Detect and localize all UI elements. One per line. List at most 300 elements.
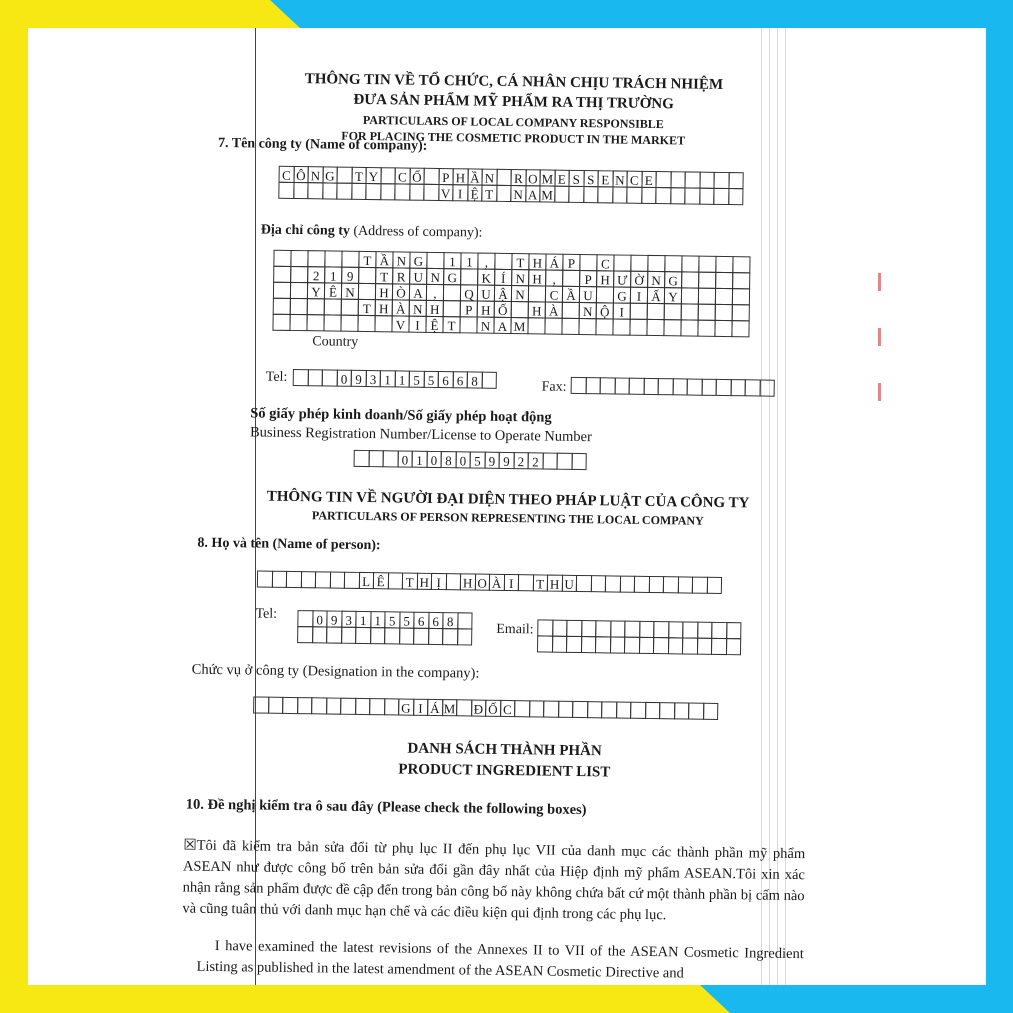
form-char-cell xyxy=(759,379,775,396)
form-char-cell: Ệ xyxy=(467,184,483,201)
form-char-cell: Ê xyxy=(324,282,342,299)
form-char-cell: Ê xyxy=(373,572,389,589)
form-char-cell: C xyxy=(500,700,516,717)
form-char-cell xyxy=(571,377,587,394)
form-char-cell xyxy=(653,637,669,654)
form-char-cell: Y xyxy=(307,282,325,299)
form-char-cell xyxy=(358,283,376,300)
form-char-cell xyxy=(616,702,632,719)
form-char-cell: Ố xyxy=(494,301,512,318)
form-char-cell xyxy=(609,636,625,653)
form-char-cell xyxy=(670,171,686,188)
company-fax-label: Fax: xyxy=(541,379,567,395)
form-char-cell: 6 xyxy=(452,371,468,388)
form-char-cell xyxy=(341,251,359,268)
form-char-cell xyxy=(307,250,325,267)
form-char-cell: Ị xyxy=(431,573,447,590)
form-char-cell: 3 xyxy=(365,370,381,387)
form-char-cell: 1 xyxy=(394,370,410,387)
form-char-cell xyxy=(387,572,403,589)
form-char-cell: N xyxy=(647,271,665,288)
form-char-cell: Y xyxy=(366,167,382,184)
person-tel-cells-2 xyxy=(298,627,472,645)
form-char-cell: Ờ xyxy=(630,271,648,288)
form-char-cell xyxy=(273,298,291,315)
form-char-cell xyxy=(682,621,698,638)
form-char-cell xyxy=(745,379,761,396)
form-char-cell: T xyxy=(442,316,460,333)
form-char-cell: U xyxy=(409,268,427,285)
person-name-grid xyxy=(258,572,722,594)
form-char-cell xyxy=(537,619,553,636)
license-label-vn: Số giấy phép kinh doanh/Số giấy phép hoạt động xyxy=(250,405,552,426)
form-char-cell xyxy=(323,314,341,331)
form-char-cell xyxy=(460,268,478,285)
person-tel-label: Tel: xyxy=(255,606,278,622)
form-char-cell: , xyxy=(426,284,444,301)
country-label: Country xyxy=(310,334,360,351)
form-char-cell xyxy=(580,636,596,653)
form-char-cell xyxy=(496,185,512,202)
form-char-cell: 1 xyxy=(412,451,428,468)
form-char-cell xyxy=(551,636,567,653)
form-char-cell: 1 xyxy=(460,252,478,269)
form-char-cell xyxy=(494,253,512,270)
form-char-cell xyxy=(641,187,657,204)
address-label-vn: Địa chỉ công ty xyxy=(260,222,351,239)
form-char-cell xyxy=(680,319,698,336)
form-char-cell xyxy=(688,703,704,720)
checked-box-icon[interactable]: ☒ xyxy=(183,837,197,854)
form-char-cell: T xyxy=(358,299,376,316)
form-char-cell: N xyxy=(426,268,444,285)
form-char-cell xyxy=(307,298,325,315)
form-char-cell: H xyxy=(375,283,393,300)
form-char-cell xyxy=(456,699,472,716)
ingredients-title-vn: DANH SÁCH THÀNH PHẦN xyxy=(407,740,602,760)
form-char-cell xyxy=(713,188,729,205)
form-char-cell xyxy=(326,697,342,714)
form-char-cell: H xyxy=(416,573,432,590)
declaration-en: I have examined the latest revisions of the Annexes II to VII of the ASEAN Cosmetic Ingredient Listing as published in the latest amendment of the ASEAN Cosmetic Directive and xyxy=(196,937,804,982)
form-char-cell xyxy=(311,697,327,714)
form-char-cell xyxy=(282,697,298,714)
form-char-cell xyxy=(630,702,646,719)
form-char-cell: 6 xyxy=(428,612,444,629)
form-char-cell: E xyxy=(641,171,657,188)
license-cells xyxy=(355,451,587,470)
form-char-cell: 2 xyxy=(528,452,544,469)
form-char-cell xyxy=(370,627,386,644)
form-char-cell xyxy=(529,700,545,717)
form-char-cell xyxy=(674,702,690,719)
form-char-cell: N xyxy=(481,169,497,186)
form-char-cell: 0 xyxy=(336,370,352,387)
section10-label: 10. Đề nghị kiểm tra ô sau đây (Please check the following boxes) xyxy=(185,796,587,819)
section8-title-en: PARTICULARS OF PERSON REPRESENTING THE LOCAL COMPANY xyxy=(311,508,704,528)
declaration-vn-text: Tôi đã kiểm tra bản sửa đổi từ phụ lục II đến phụ lục VII của danh mục các thành phần mỹ phẩm ASEAN như được công bố trên bản sửa đổi gần đây nhất của Hiệp định mỹ phẩm ASEAN.Tôi xin xác nhận rằng sản phẩm được đề cập đến trong bản công bố này không chứa bất cứ một thành phần bị cấm nào và cũng tuân thủ với danh mục hạn chế và các điều kiện qui định trong các phụ lục. xyxy=(182,837,806,924)
form-char-cell: 9 xyxy=(484,452,500,469)
form-char-cell: T xyxy=(532,574,548,591)
form-char-cell xyxy=(459,316,477,333)
form-char-cell: 0 xyxy=(397,450,413,467)
form-char-cell: H xyxy=(528,253,546,270)
form-char-cell xyxy=(701,379,717,396)
form-char-cell xyxy=(663,576,679,593)
form-char-cell: Ư xyxy=(613,270,631,287)
form-char-cell xyxy=(562,302,580,319)
form-content xyxy=(28,28,986,985)
form-char-cell xyxy=(681,303,699,320)
company-fax-cells xyxy=(572,378,775,397)
form-char-cell: 1 xyxy=(324,266,342,283)
form-char-cell xyxy=(699,172,715,189)
form-char-cell xyxy=(638,637,654,654)
header-title-vn-2: ĐƯA SẢN PHẨM MỸ PHẨM RA THỊ TRƯỜNG xyxy=(353,91,674,113)
section8-title-vn: THÔNG TIN VỀ NGƯỜI ĐẠI DIỆN THEO PHÁP LUẬT CỦA CÔNG TY xyxy=(266,488,750,512)
form-char-cell: O xyxy=(474,574,490,591)
ingredients-title-en: PRODUCT INGREDIENT LIST xyxy=(398,761,611,781)
form-char-cell xyxy=(511,301,529,318)
person-email-label: Email: xyxy=(496,621,534,638)
person-email-cells-2 xyxy=(538,636,741,655)
form-char-cell xyxy=(581,620,597,637)
form-char-cell xyxy=(544,317,562,334)
form-char-cell: K xyxy=(477,269,495,286)
form-char-cell: Ổ xyxy=(409,168,425,185)
form-char-cell xyxy=(566,620,582,637)
form-char-cell: Q xyxy=(460,284,478,301)
form-char-cell xyxy=(646,319,664,336)
form-char-cell: 9 xyxy=(341,267,359,284)
form-char-cell: I xyxy=(503,574,519,591)
form-char-cell xyxy=(596,286,614,303)
form-char-cell xyxy=(290,266,308,283)
form-char-cell xyxy=(698,288,716,305)
form-char-cell: Đ xyxy=(471,699,487,716)
form-char-cell: N xyxy=(510,185,526,202)
header-title-en-1: PARTICULARS OF LOCAL COMPANY RESPONSIBLE xyxy=(362,112,664,132)
form-char-cell: G xyxy=(322,166,338,183)
form-char-cell xyxy=(732,256,750,273)
form-char-cell xyxy=(374,315,392,332)
form-char-cell: 1 xyxy=(355,611,371,628)
form-char-cell: Ấ xyxy=(647,287,665,304)
form-char-cell: N xyxy=(511,285,529,302)
address-label xyxy=(261,223,483,242)
form-char-cell: E xyxy=(597,170,613,187)
form-char-cell xyxy=(423,184,439,201)
form-char-cell xyxy=(337,167,353,184)
section7-label: 7. Tên công ty (Name of company): xyxy=(217,135,428,154)
form-char-cell: P xyxy=(460,300,478,317)
form-char-cell xyxy=(293,369,309,386)
form-char-cell: N xyxy=(409,300,427,317)
form-char-cell xyxy=(643,378,659,395)
form-char-cell xyxy=(561,318,579,335)
form-char-cell xyxy=(698,272,716,289)
form-char-cell xyxy=(286,571,302,588)
form-char-cell xyxy=(645,702,661,719)
form-char-cell xyxy=(711,622,727,639)
license-label-en: Business Registration Number/License to Operate Number xyxy=(249,424,592,446)
form-char-cell xyxy=(714,320,732,337)
form-char-cell: G xyxy=(398,698,414,715)
form-char-cell: 2 xyxy=(513,452,529,469)
form-char-cell xyxy=(409,184,425,201)
form-char-cell xyxy=(253,696,269,713)
form-char-cell: H xyxy=(477,301,495,318)
form-char-cell: H xyxy=(596,270,614,287)
form-char-cell xyxy=(542,452,558,469)
form-char-cell xyxy=(667,637,683,654)
designation-grid xyxy=(254,697,718,719)
form-char-cell xyxy=(358,267,376,284)
form-char-cell: 9 xyxy=(351,370,367,387)
form-char-cell: 6 xyxy=(438,371,454,388)
form-char-cell xyxy=(595,318,613,335)
form-char-cell xyxy=(600,377,616,394)
form-char-cell xyxy=(426,252,444,269)
form-char-cell: N xyxy=(392,251,410,268)
document-page xyxy=(28,28,986,985)
form-char-cell: N xyxy=(308,166,324,183)
form-char-cell: N xyxy=(612,170,628,187)
form-char-cell xyxy=(647,303,665,320)
form-char-cell xyxy=(340,698,356,715)
form-char-cell xyxy=(629,319,647,336)
form-char-cell xyxy=(384,627,400,644)
form-char-cell xyxy=(558,701,574,718)
form-char-cell: H xyxy=(453,168,469,185)
company-tel-label: Tel: xyxy=(265,369,288,385)
form-char-cell xyxy=(278,182,294,199)
form-char-cell xyxy=(457,612,473,629)
form-char-cell xyxy=(713,172,729,189)
form-char-cell: 1 xyxy=(380,370,396,387)
header-title-en-2: FOR PLACING THE COSMETIC PRODUCT IN THE MARKET xyxy=(341,128,686,148)
form-char-cell xyxy=(677,576,693,593)
form-char-cell xyxy=(655,187,671,204)
form-char-cell xyxy=(699,188,715,205)
license-grid xyxy=(355,451,587,470)
form-char-cell: I xyxy=(408,316,426,333)
company-tel-grid xyxy=(294,370,497,389)
form-char-cell xyxy=(369,698,385,715)
form-char-cell xyxy=(730,379,746,396)
form-char-cell: Ô xyxy=(293,166,309,183)
form-char-cell xyxy=(297,626,313,643)
form-char-cell: , xyxy=(545,269,563,286)
form-char-cell xyxy=(732,304,750,321)
form-char-cell: I xyxy=(613,302,631,319)
address-grid xyxy=(273,251,750,338)
form-char-cell xyxy=(715,288,733,305)
form-char-cell: À xyxy=(392,299,410,316)
form-char-cell: 9 xyxy=(499,452,515,469)
form-char-cell: T xyxy=(375,267,393,284)
form-char-cell xyxy=(443,284,461,301)
form-char-cell xyxy=(648,576,664,593)
form-char-cell xyxy=(341,299,359,316)
form-char-cell xyxy=(715,304,733,321)
form-char-cell: O xyxy=(525,169,541,186)
form-char-cell: E xyxy=(554,170,570,187)
form-char-cell xyxy=(610,620,626,637)
form-char-cell: U xyxy=(561,575,577,592)
form-char-cell: U xyxy=(579,286,597,303)
header-title-vn-1: THÔNG TIN VỀ TỔ CHỨC, CÁ NHÂN CHỊU TRÁCH NHIỆM xyxy=(304,71,724,93)
form-char-cell: Ầ xyxy=(375,251,393,268)
form-char-cell xyxy=(300,571,316,588)
form-char-cell: 5 xyxy=(409,371,425,388)
form-char-cell xyxy=(595,620,611,637)
form-char-cell: N xyxy=(476,317,494,334)
form-char-cell: H xyxy=(375,299,393,316)
form-char-cell: I xyxy=(413,699,429,716)
form-char-cell: C xyxy=(596,254,614,271)
form-char-cell xyxy=(290,282,308,299)
form-char-cell xyxy=(527,317,545,334)
form-char-cell xyxy=(725,638,741,655)
form-char-cell xyxy=(692,577,708,594)
form-char-cell: P xyxy=(579,270,597,287)
form-char-cell xyxy=(272,314,290,331)
form-char-cell xyxy=(399,627,415,644)
form-char-cell: 5 xyxy=(470,451,486,468)
form-char-cell xyxy=(312,626,328,643)
form-char-cell xyxy=(322,182,338,199)
form-char-cell: Í xyxy=(494,269,512,286)
form-char-cell xyxy=(711,638,727,655)
form-char-cell xyxy=(579,254,597,271)
form-char-cell: Ầ xyxy=(467,168,483,185)
form-char-cell xyxy=(732,288,750,305)
form-char-cell: A xyxy=(493,317,511,334)
form-char-cell xyxy=(630,303,648,320)
form-char-cell: Ò xyxy=(392,283,410,300)
form-char-cell xyxy=(518,574,534,591)
form-char-cell: Ầ xyxy=(562,286,580,303)
form-char-cell xyxy=(672,378,688,395)
form-char-cell: 8 xyxy=(442,612,458,629)
designation-cells xyxy=(254,697,718,719)
form-char-cell: H xyxy=(528,269,546,286)
form-char-cell xyxy=(290,298,308,315)
form-char-cell xyxy=(528,285,546,302)
company-name-grid xyxy=(279,167,743,205)
form-char-cell xyxy=(413,628,429,645)
form-char-cell: T xyxy=(358,251,376,268)
form-char-cell xyxy=(443,300,461,317)
form-char-cell xyxy=(658,378,674,395)
form-char-cell xyxy=(457,628,473,645)
form-char-cell xyxy=(687,378,703,395)
form-char-cell xyxy=(715,256,733,273)
form-char-cell xyxy=(613,254,631,271)
form-char-cell: 8 xyxy=(441,451,457,468)
form-char-cell: L xyxy=(358,572,374,589)
form-char-cell xyxy=(697,320,715,337)
form-char-cell: H xyxy=(426,300,444,317)
form-char-cell xyxy=(681,255,699,272)
form-char-cell: C xyxy=(545,285,563,302)
form-char-cell xyxy=(566,636,582,653)
form-char-cell xyxy=(271,571,287,588)
form-char-cell xyxy=(496,169,512,186)
form-char-cell xyxy=(324,250,342,267)
form-char-cell: G xyxy=(443,268,461,285)
form-char-cell xyxy=(664,303,682,320)
form-char-cell: M xyxy=(510,317,528,334)
company-fax-grid xyxy=(572,378,775,397)
form-char-cell: H xyxy=(460,573,476,590)
form-char-cell: 0 xyxy=(312,610,328,627)
form-char-cell xyxy=(696,638,712,655)
form-char-cell xyxy=(383,450,399,467)
form-char-cell: S xyxy=(583,170,599,187)
form-char-cell xyxy=(442,628,458,645)
form-char-cell xyxy=(653,621,669,638)
form-char-cell xyxy=(537,635,553,652)
form-char-cell xyxy=(268,697,284,714)
form-char-cell xyxy=(351,183,367,200)
form-char-cell xyxy=(424,168,440,185)
form-char-cell xyxy=(357,315,375,332)
form-char-cell: Á xyxy=(427,699,443,716)
form-char-cell xyxy=(552,620,568,637)
form-char-cell xyxy=(340,315,358,332)
form-char-cell xyxy=(289,314,307,331)
form-char-cell xyxy=(576,575,592,592)
form-char-cell xyxy=(697,622,713,639)
form-char-cell xyxy=(732,272,750,289)
form-char-cell xyxy=(595,636,611,653)
form-char-cell: C xyxy=(626,171,642,188)
form-char-cell xyxy=(706,577,722,594)
form-char-cell: Ộ xyxy=(596,302,614,319)
form-char-cell: M xyxy=(442,699,458,716)
form-char-cell: G xyxy=(664,271,682,288)
form-char-cell xyxy=(514,700,530,717)
form-char-cell: M xyxy=(539,169,555,186)
form-char-cell xyxy=(629,378,645,395)
form-char-cell xyxy=(624,637,640,654)
form-char-cell xyxy=(585,377,601,394)
form-char-cell xyxy=(355,698,371,715)
form-char-cell xyxy=(659,702,675,719)
form-char-cell: 0 xyxy=(455,451,471,468)
form-char-cell: G xyxy=(613,286,631,303)
form-char-cell xyxy=(684,171,700,188)
form-char-cell xyxy=(326,626,342,643)
form-char-cell xyxy=(445,573,461,590)
form-char-cell xyxy=(273,266,291,283)
form-char-cell xyxy=(306,314,324,331)
form-char-cell: V xyxy=(438,184,454,201)
form-char-cell xyxy=(728,188,744,205)
form-char-cell xyxy=(355,627,371,644)
form-char-cell xyxy=(307,182,323,199)
form-char-cell: S xyxy=(568,170,584,187)
form-char-cell xyxy=(365,183,381,200)
form-char-cell xyxy=(668,621,684,638)
person-email-grid xyxy=(538,620,741,655)
form-char-cell: T xyxy=(511,253,529,270)
form-char-cell xyxy=(322,369,338,386)
form-char-cell: T xyxy=(402,573,418,590)
declaration-vn xyxy=(182,835,805,928)
